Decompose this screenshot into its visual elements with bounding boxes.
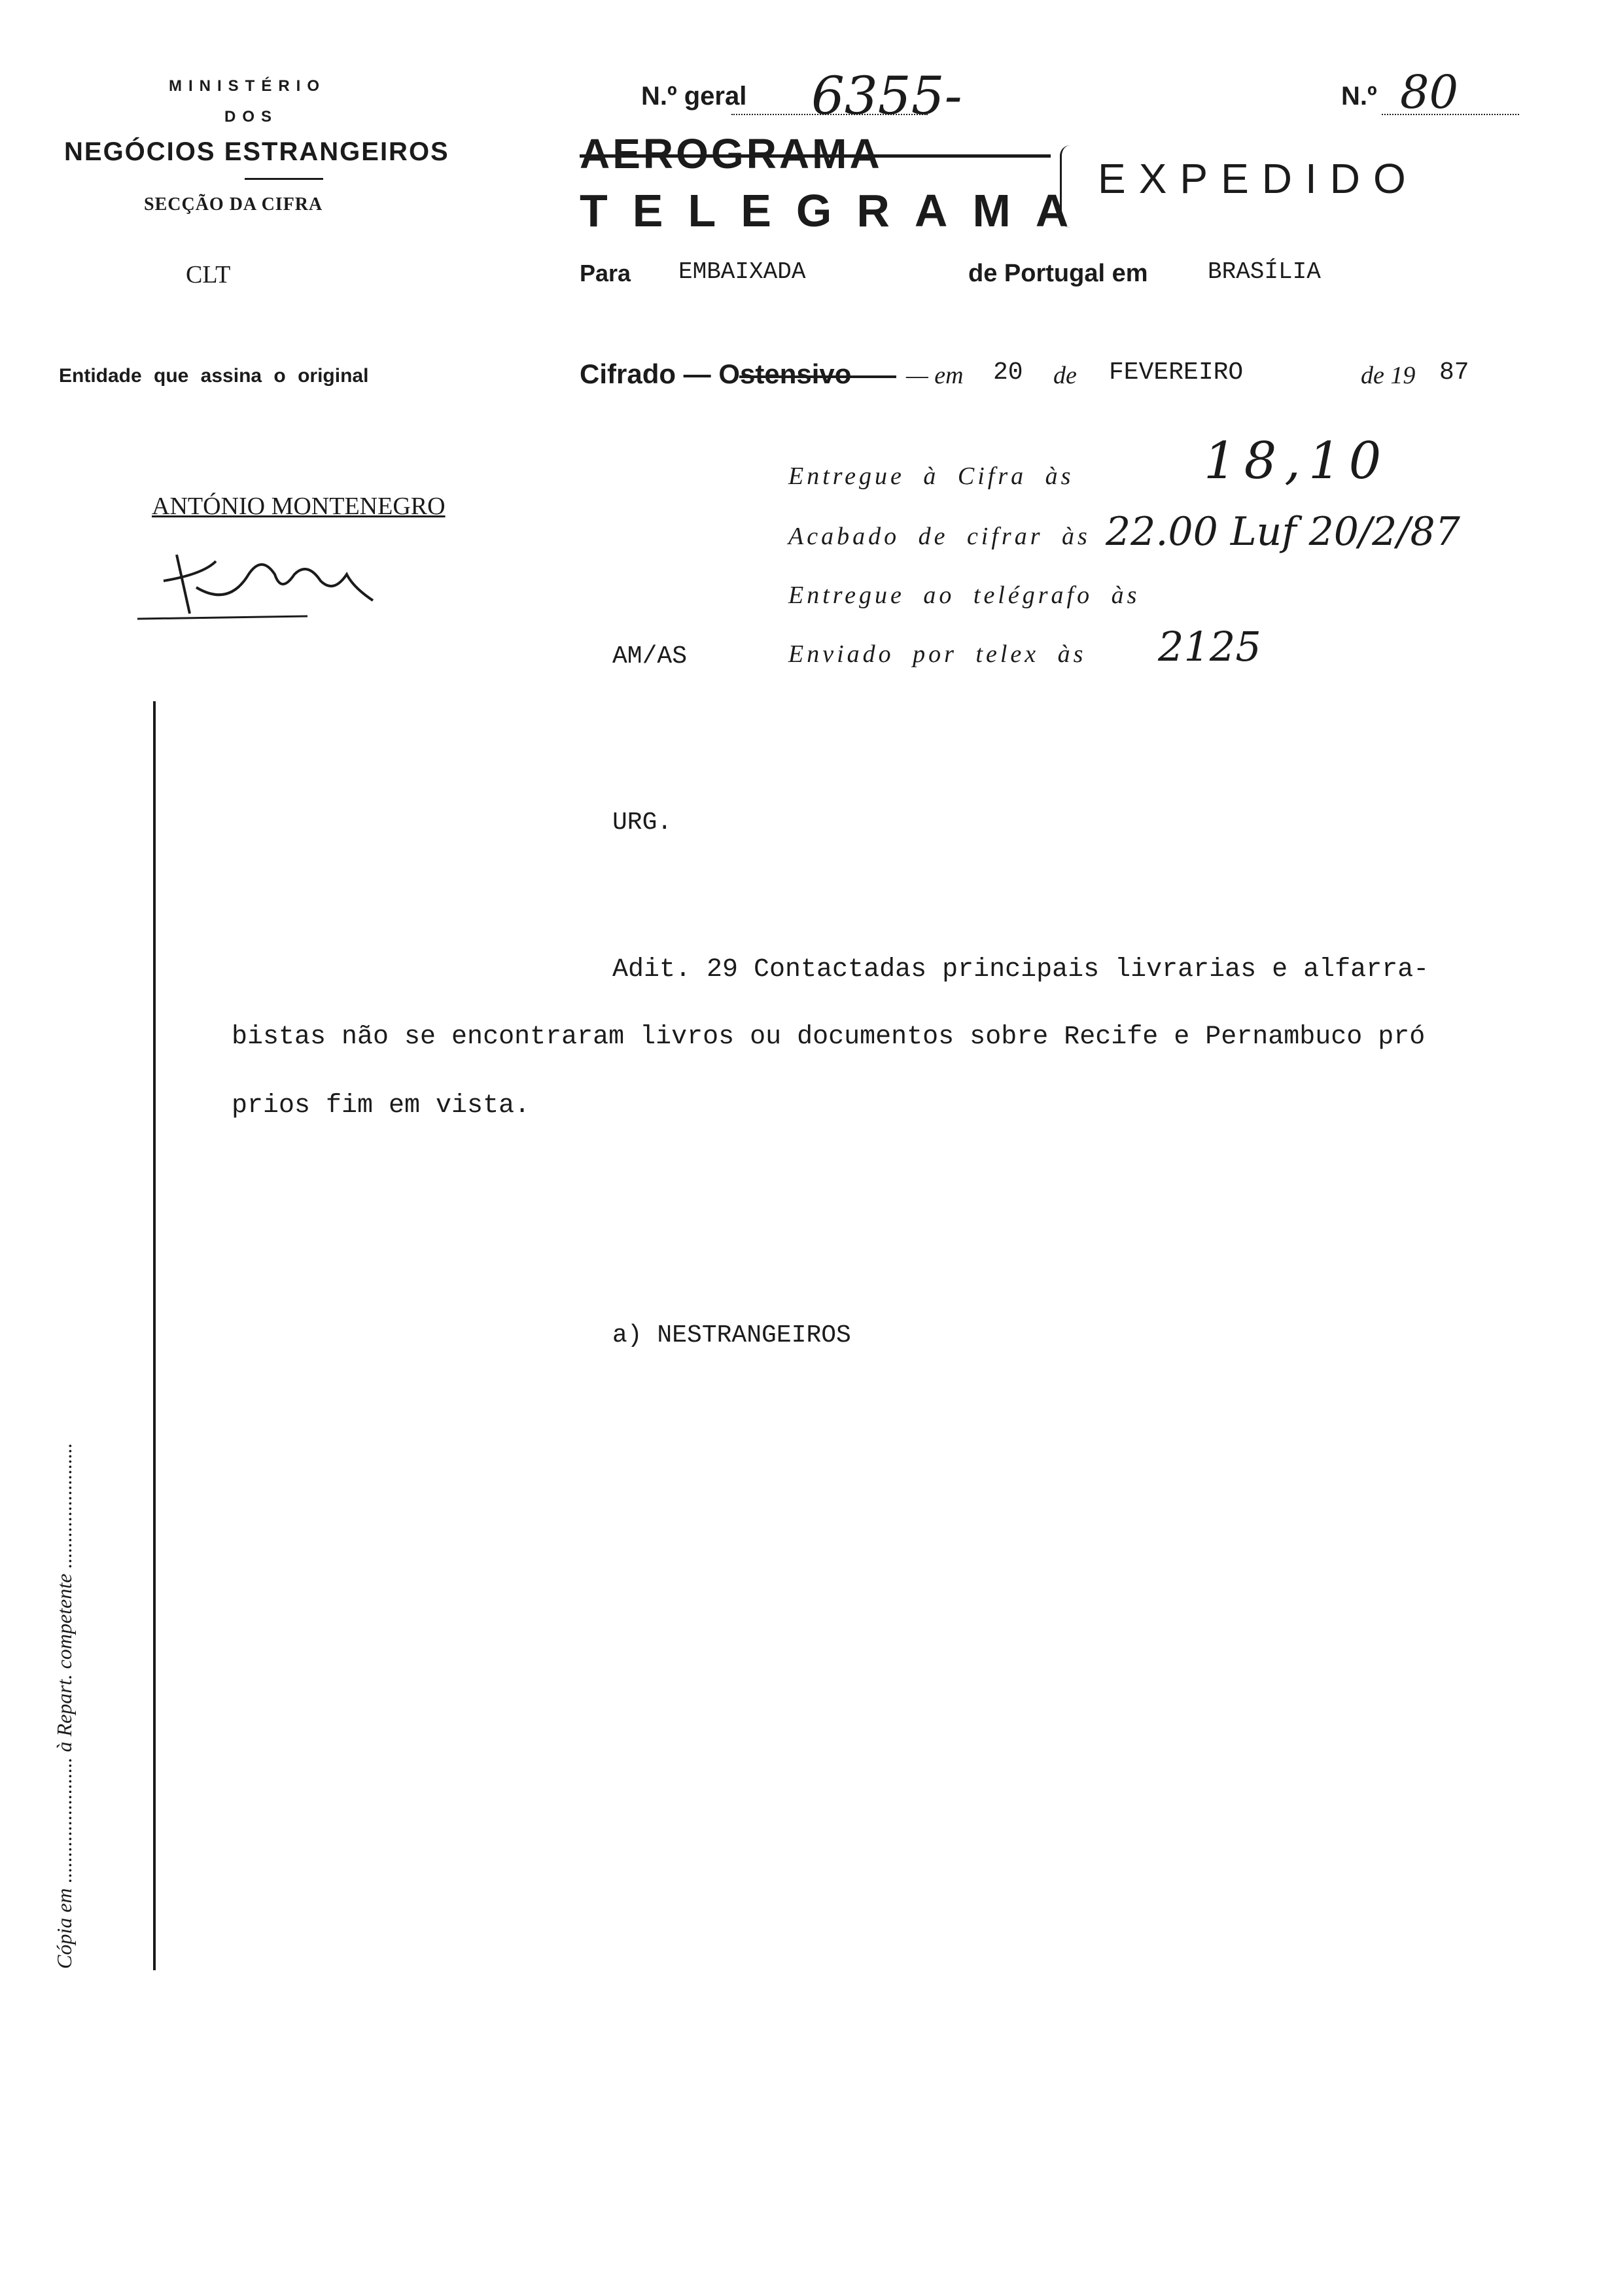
log-cifra-value: 18,10 (1204, 432, 1390, 491)
ministry-divider (245, 178, 323, 180)
brace-icon (1060, 145, 1074, 228)
margin-rule (153, 701, 156, 1970)
cifrado-label (580, 358, 851, 390)
entity-label: Entidade que assina o original (59, 365, 369, 387)
log-cifra-label: Entregue à Cifra às (788, 462, 1074, 490)
cifrado-crossed: Ostensivo (718, 358, 852, 389)
body-line: bistas não se encontraram livros ou documentos sobre Recife e Pernambuco pró (232, 1022, 1426, 1052)
ministry-name-line2: DOS (224, 108, 279, 126)
em-label: — em (906, 362, 964, 389)
signature-reference: a) NESTRANGEIROS (612, 1321, 851, 1349)
ngeral-label: N.º geral (641, 82, 747, 111)
de-label: de (1053, 362, 1077, 389)
para-label: Para (580, 260, 631, 287)
log-cifrar-value: 22.00 Luf 20/2/87 (1106, 509, 1460, 555)
amas-initials: AM/AS (612, 642, 688, 670)
ministry-name-line3: NEGÓCIOS ESTRANGEIROS (64, 137, 449, 166)
urgency-marker: URG. (612, 809, 673, 837)
copy-margin-note: Cópia em ........................ à Repart. competente ........................ (52, 1442, 76, 1969)
body-line: prios fim em vista. (232, 1091, 531, 1121)
ministry-name-line1: MINISTÉRIO (169, 77, 326, 95)
year-value: 87 (1439, 358, 1469, 387)
cifrado-text: Cifrado — (580, 358, 711, 389)
type-telegrama: TELEGRAMA (580, 185, 1094, 236)
para-value: EMBAIXADA (678, 258, 806, 285)
body-line: Adit. 29 Contactadas principais livrarias e alfarra- (612, 955, 1429, 984)
portugal-label: de Portugal em (968, 260, 1148, 287)
type-aerograma-crossed: AEROGRAMA (580, 130, 883, 177)
number-label: N.º (1341, 82, 1377, 111)
month-value: FEVEREIRO (1109, 358, 1244, 387)
log-cifrar-label: Acabado de cifrar às (788, 523, 1091, 550)
city-value: BRASÍLIA (1208, 258, 1321, 285)
cifrado-strikethrough (739, 375, 896, 378)
day-value: 20 (993, 358, 1023, 387)
section-name: SECÇÃO DA CIFRA (144, 194, 323, 215)
de-year-label: de 19 (1361, 362, 1416, 389)
number-value: 80 (1400, 65, 1459, 119)
log-telegrafo-label: Entregue ao telégrafo às (788, 582, 1140, 609)
status-expedido: EXPEDIDO (1098, 155, 1419, 202)
log-telex-value: 2125 (1158, 623, 1261, 670)
signature-mark (124, 535, 399, 633)
log-telex-label: Enviado por telex às (788, 640, 1087, 668)
signer-name: ANTÓNIO MONTENEGRO (152, 493, 446, 520)
ngeral-value: 6355- (811, 65, 962, 126)
aerograma-strikethrough (580, 154, 1051, 158)
clt-code: CLT (186, 261, 231, 288)
